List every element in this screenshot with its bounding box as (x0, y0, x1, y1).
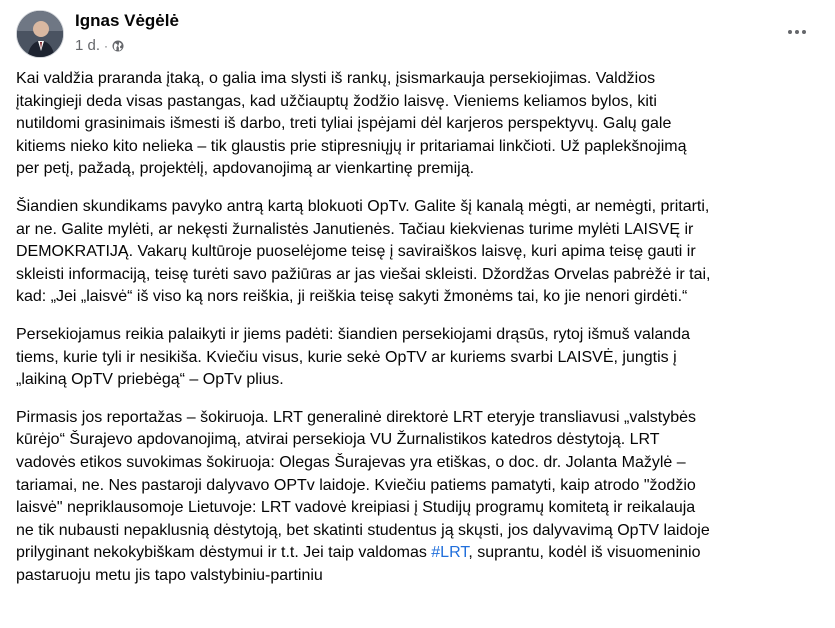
post-paragraph-3: Persekiojamus reikia palaikyti ir jiems padėti: šiandien persekiojami drąsūs, rytoj išmuš valanda tiems, kurie tyli ir nesikiša. Kviečiu visus, kurie sekė OpTV ar kuriems svarbi LAISVĖ, jungtis į „laikiną OpTV priebėgą“ – OpTv plius. (16, 325, 691, 389)
post-body (16, 68, 819, 602)
post-paragraph-1: Kai valdžia praranda įtaką, o galia ima slysti iš rankų, įsismarkauja persekiojimas. Valdžios įtakingieji deda visas pastangas, kad užčiauptų žodžio laisvę. Vieniems keliamos bylos, kiti nutildomi grasinimais išmesti iš darbo, treti tyliai įspėjami dėl karjeros perspektyvų. Galų gale kitiems nieko kito nelieka – tik glaustis prie stipresniųjų ir pritariamai linkčioti. Už paplekšnojimą per petį, pažadą, projektėlį, apdovanojimą ar vienkartinę premiją. (16, 70, 687, 178)
profile-photo-icon (17, 11, 64, 58)
post-header (16, 8, 819, 62)
globe-icon[interactable] (112, 40, 124, 52)
post-meta (75, 37, 124, 54)
more-options-icon[interactable] (779, 18, 815, 46)
paragraph-4-text-after: , suprantu, kodėl iš visuomeninio pastaruoju metu jis tapo valstybiniu-partiniu (16, 544, 701, 584)
post-paragraph-4 (16, 407, 819, 588)
post-paragraph-2: Šiandien skundikams pavyko antrą kartą blokuoti OpTv. Galite šį kanalą mėgti, ar nemėgti, pritarti, ar ne. Galite mylėti, ar nekęsti žurnalistės Janutienės. Tačiau kiekvienas turime mylėti LAISVĘ ir DEMOKRATIJĄ. Vakarų kultūroje puoselėjome teisę į saviraiškos laisvę, kuri apima teisę gauti ir skleisti informaciją, teisę turėti savo pažiūras ar jas viešai skleisti. Džordžas Orvelas pabrėžė ir tai, kad: „Jei „laisvė“ iš viso ką nors reiškia, ji reiškia teisę sakyti žmonėms tai, ko jie nenori girdėti.“ (16, 197, 711, 306)
paragraph-4-text-before: Pirmasis jos reportažas – šokiruoja. LRT generalinė direktorė LRT eteryje transliavusi „valstybės kūrėjo“ Šurajevo apdovanojimą, atvirai persekioja VU Žurnalistikos katedros dėstytoją. LRT vadovės etikos suvokimas šokiruoja: Olegas Šurajevas yra etiškas, o doc. dr. Jolanta Mažylė – tariamai, ne. Nes pastaroji dalyvavo OPTv laidoje. Kviečiu patiems pamatyti, kaip atrodo "žodžio laisvė" nepriklausomoje Lietuvoje: LRT vadovė kreipiasi į Studijų programų komitetą ir reikalauja ne tik nubausti nepaklusnią dėstytoją, bet skatinti studentus ją skųsti, jos dalyvavimą OpTV laidoje prilyginant nekokybiškam dėstymui ir t.t. Jei taip valdomas (16, 408, 710, 562)
post-time[interactable]: 1 d. (75, 37, 101, 54)
avatar[interactable] (16, 10, 64, 58)
author-name[interactable]: Ignas Vėgėlė (75, 11, 179, 30)
hashtag-link[interactable]: #LRT (431, 544, 469, 562)
meta-separator: · (104, 38, 109, 53)
